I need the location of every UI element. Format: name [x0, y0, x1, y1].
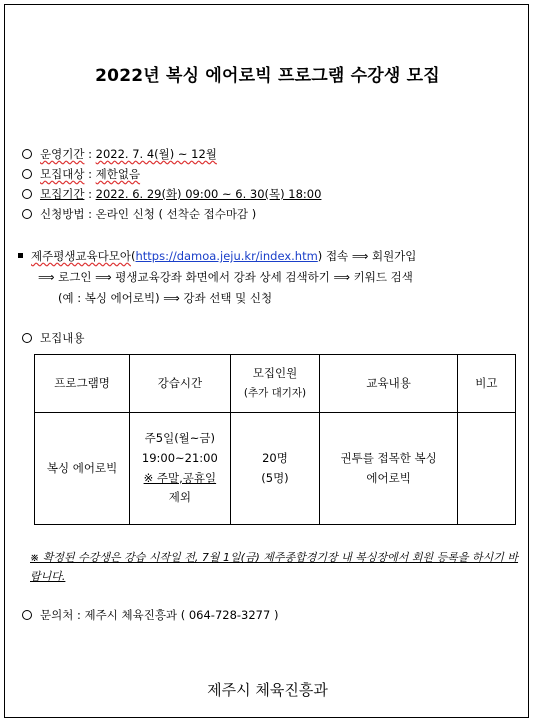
square-bullet-icon	[18, 253, 23, 258]
notice-text: ※ 확정된 수강생은 강습 시작일 전, 7월 1일(금) 제주종합경기장 내 복싱장에서 회원 등록을 하시기 바랍니다.	[30, 551, 519, 583]
circle-bullet-icon	[22, 209, 32, 219]
contact-label: 문의처	[40, 608, 74, 622]
header-count-l1: 모집인원	[252, 365, 298, 380]
footer-department: 제주시 체육진흥과	[207, 681, 328, 699]
instruction-line-2: ⟹ 로그인 ⟹ 평생교육강좌 화면에서 강좌 상세 검색하기 ⟹ 키워드 검색	[38, 270, 413, 284]
time-line-2: 19:00~21:00	[141, 450, 218, 465]
site-name: 제주평생교육다모아	[31, 249, 131, 263]
cell-remark	[457, 413, 515, 525]
time-line-3: ※ 주말,공휴일	[143, 470, 217, 485]
header-program: 프로그램명	[35, 355, 130, 413]
time-line-4: 제외	[168, 490, 191, 505]
info-target: 모집대상 : 제한없음	[22, 166, 140, 182]
circle-bullet-icon	[22, 169, 32, 179]
header-count	[230, 355, 320, 413]
info-period: 운영기간 : 2022. 7. 4(월) ~ 12월	[22, 146, 217, 162]
circle-bullet-icon	[22, 189, 32, 199]
contact-line: 문의처 : 제주시 체육진흥과 ( 064-728-3277 )	[22, 607, 278, 623]
method-label: 신청방법	[40, 207, 85, 221]
content-line-1: 권투를 접목한 복싱	[340, 450, 437, 465]
content-label: 모집내용	[40, 331, 85, 345]
header-time: 강습시간	[130, 355, 230, 413]
contact-value: 제주시 체육진흥과 ( 064-728-3277 )	[84, 608, 279, 622]
period-value: 2022. 7. 4(월) ~ 12월	[95, 147, 217, 161]
target-label: 모집대상	[40, 167, 85, 181]
recruit-label: 모집기간	[40, 187, 85, 201]
site-link[interactable]: https://damoa.jeju.kr/index.htm	[135, 249, 318, 263]
page-title: 2022년 복싱 에어로빅 프로그램 수강생 모집	[95, 66, 440, 86]
table-row	[35, 413, 516, 525]
content-line-2: 에어로빅	[366, 470, 411, 485]
time-line-1: 주5일(월~금)	[144, 431, 216, 446]
content-heading	[22, 330, 84, 346]
method-value: 온라인 신청 ( 선착순 접수마감 )	[95, 207, 257, 221]
circle-bullet-icon	[22, 333, 32, 343]
count-line-2: (5명)	[261, 470, 289, 485]
period-label: 운영기간	[40, 147, 85, 161]
circle-bullet-icon	[22, 610, 32, 620]
count-line-1: 20명	[262, 450, 288, 465]
instruction-line-3: (예 : 복싱 에어로빅) ⟹ 강좌 선택 및 신청	[58, 291, 273, 305]
recruitment-table	[34, 354, 516, 525]
info-recruit: 모집기간 : 2022. 6. 29(화) 09:00 ~ 6. 30(목) 18:00	[22, 186, 321, 202]
instruction-line-1: 제주평생교육다모아(https://damoa.jeju.kr/index.htm) 접속 ⟹ 회원가입	[18, 248, 416, 264]
table-header-row	[35, 355, 516, 413]
cell-time	[130, 413, 230, 525]
header-content: 교육내용	[320, 355, 457, 413]
header-count-l2: (추가 대기자)	[243, 387, 307, 400]
circle-bullet-icon	[22, 149, 32, 159]
cell-count	[230, 413, 320, 525]
recruit-value: 2022. 6. 29(화) 09:00 ~ 6. 30(목) 18:00	[95, 187, 322, 201]
cell-program: 복싱 에어로빅	[35, 413, 130, 525]
target-value: 제한없음	[95, 167, 141, 181]
header-remark: 비고	[457, 355, 515, 413]
cell-content	[320, 413, 457, 525]
info-method: 신청방법 : 온라인 신청 ( 선착순 접수마감 )	[22, 206, 256, 222]
instruction-signup: 접속 ⟹ 회원가입	[325, 249, 417, 263]
